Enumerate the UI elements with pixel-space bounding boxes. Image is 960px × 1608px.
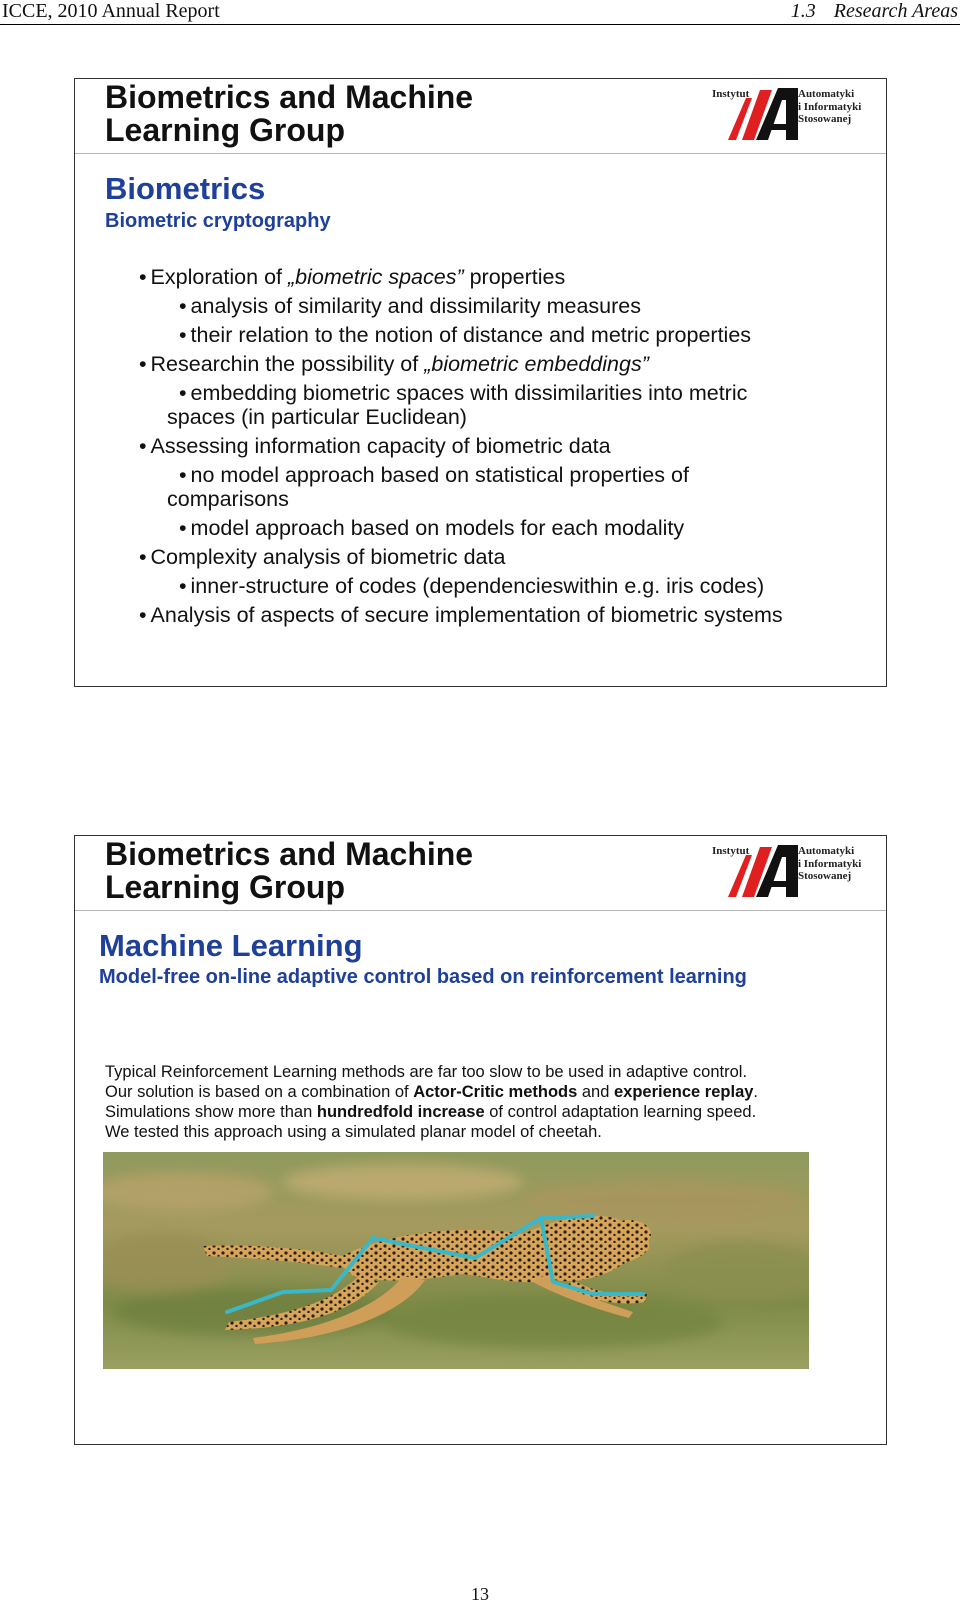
slide-title-line-2: Learning Group xyxy=(105,112,345,148)
slide-machine-learning xyxy=(74,835,887,1445)
list-item: • Complexity analysis of biometric data xyxy=(139,545,506,569)
logo-text-block xyxy=(798,845,861,883)
text-line: Simulations show more than hundredfold increase of control adaptation learning speed. xyxy=(105,1103,757,1121)
report-title: ICCE, 2010 Annual Report xyxy=(2,0,220,22)
page-header xyxy=(0,0,960,25)
section-label xyxy=(791,0,958,22)
logo-line: Automatyki xyxy=(798,88,855,100)
logo-text-instytut: Instytut xyxy=(712,845,750,857)
section-heading: Biometrics xyxy=(105,171,266,206)
institute-logo xyxy=(712,839,882,901)
list-item: • Researchin the possibility of „biometric embeddings” xyxy=(139,352,649,376)
section-heading: Machine Learning xyxy=(99,928,363,963)
logo-line: Automatyki xyxy=(798,845,855,857)
section-subheading: Model-free on-line adaptive control based on reinforcement learning xyxy=(99,966,747,988)
list-item: • Assessing information capacity of biometric data xyxy=(139,434,611,458)
list-item: • their relation to the notion of distance and metric properties xyxy=(179,323,752,347)
section-title: Research Areas xyxy=(833,0,958,22)
logo-line: Stosowanej xyxy=(798,113,852,125)
logo-text-instytut: Instytut xyxy=(712,88,750,100)
logo-line: Stosowanej xyxy=(798,870,852,882)
list-item: • Exploration of „biometric spaces” properties xyxy=(139,265,566,289)
section-number: 1.3 xyxy=(790,0,816,22)
slide-title-line-1: Biometrics and Machine xyxy=(105,836,474,872)
slide-divider xyxy=(75,910,886,911)
list-item: • embedding biometric spaces with dissimilarities into metric spaces (in particular Euclidean) xyxy=(167,381,748,429)
ia-logo-icon xyxy=(724,84,800,142)
list-item: • analysis of similarity and dissimilarity measures xyxy=(179,294,641,318)
logo-line: i Informatyki xyxy=(798,100,862,113)
bullet-list xyxy=(139,265,879,632)
list-item: • model approach based on models for each modality xyxy=(179,516,685,540)
slide-title-line-1: Biometrics and Machine xyxy=(105,79,474,115)
slide-biometrics xyxy=(74,78,887,687)
cheetah-photo xyxy=(103,1152,809,1369)
text-line: We tested this approach using a simulated planar model of cheetah. xyxy=(105,1123,602,1141)
section-subheading: Biometric cryptography xyxy=(105,210,331,232)
list-item: • no model approach based on statistical properties of comparisons xyxy=(167,463,689,511)
slide-title-line-2: Learning Group xyxy=(105,869,345,905)
slide-title xyxy=(105,81,585,147)
slide-title xyxy=(105,838,585,904)
text-line: Our solution is based on a combination of Actor-Critic methods and experience replay. xyxy=(105,1083,759,1101)
text-line: Typical Reinforcement Learning methods are far too slow to be used in adaptive control. xyxy=(105,1063,748,1081)
list-item: • inner-structure of codes (dependencieswithin e.g. iris codes) xyxy=(179,574,765,598)
logo-line: i Informatyki xyxy=(798,857,862,870)
institute-logo xyxy=(712,82,882,144)
slide-divider xyxy=(75,153,886,154)
description-paragraph xyxy=(105,1062,875,1142)
ia-logo-icon xyxy=(724,841,800,899)
logo-text-block xyxy=(798,88,861,126)
list-item: • Analysis of aspects of secure implementation of biometric systems xyxy=(139,603,783,627)
page-number: 13 xyxy=(471,1584,489,1604)
